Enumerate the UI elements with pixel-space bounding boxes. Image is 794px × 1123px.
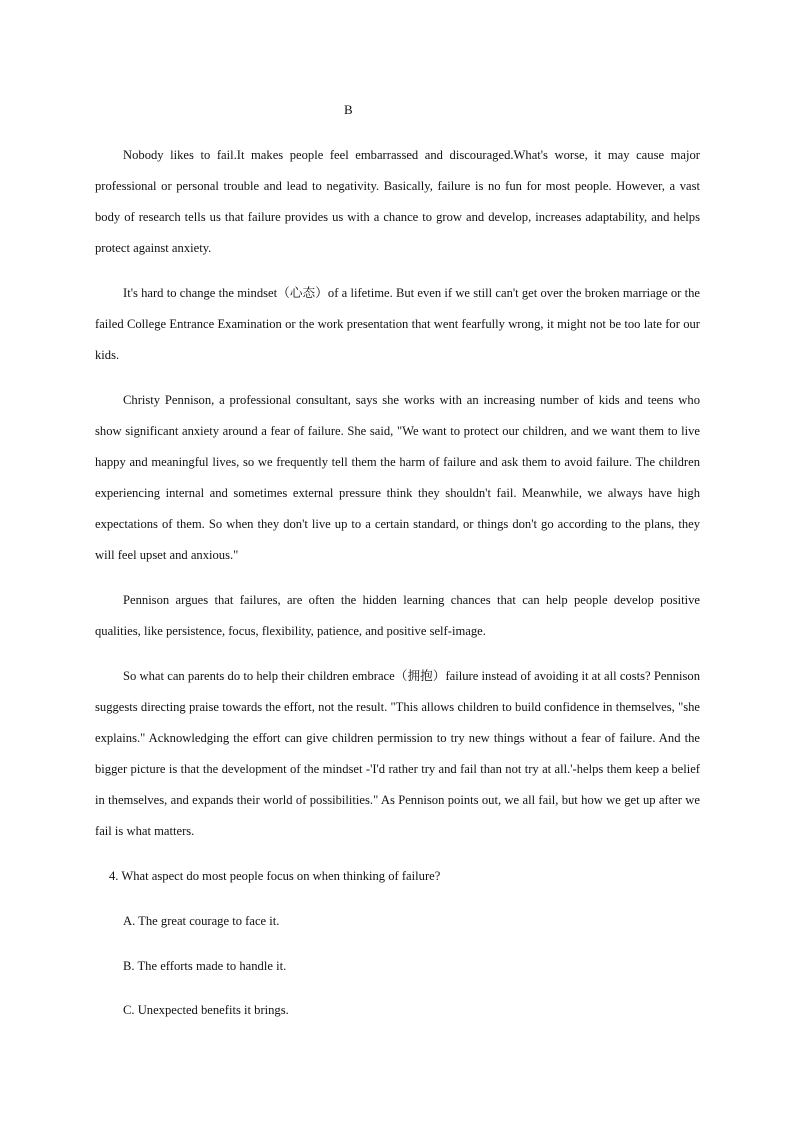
passage-paragraph-1: Nobody likes to fail.It makes people feel embarrassed and discouraged.What's worse, it may cause major professional or personal trouble and lead to negativity. Basically, failure is no fun for most people. However, a vast body of research tells us that failure provides us with a chance to grow and develop, increases adaptability, and helps protect against anxiety. (95, 148, 700, 255)
passage-paragraph-2: It's hard to change the mindset（心态）of a lifetime. But even if we still can't get over the broken marriage or the failed College Entrance Examination or the work presentation that went fearfully wrong, it might not be too late for our kids. (95, 286, 700, 362)
passage-paragraph-3: Christy Pennison, a professional consultant, says she works with an increasing number of kids and teens who show significant anxiety around a fear of failure. She said, "We want to protect our children, and we want them to live happy and meaningful lives, so we frequently tell them the harm of failure and ask them to avoid failure. The children experiencing internal and sometimes external pressure think they shouldn't fail. Meanwhile, we always have high expectations of them. So when they don't live up to a certain standard, or things don't go according to the plans, they will feel upset and anxious." (95, 393, 700, 562)
option-a: A. The great courage to face it. (123, 914, 280, 928)
option-b: B. The efforts made to handle it. (123, 959, 287, 973)
passage-paragraph-5: So what can parents do to help their children embrace（拥抱）failure instead of avoiding it at all costs? Pennison suggests directing praise towards the effort, not the result. "This allows children to build confidence in themselves, "she explains." Acknowledging the effort can give children permission to try new things without a fear of failure. And the bigger picture is that the development of the mindset -'I'd rather try and fail than not try at all.'-helps them keep a belief in themselves, and expands their world of possibilities." As Pennison points out, we all fail, but how we get up after we fail is what matters. (95, 669, 700, 838)
section-label: B (344, 102, 353, 117)
question-4: 4. What aspect do most people focus on when thinking of failure? (109, 869, 441, 883)
passage-paragraph-4: Pennison argues that failures, are often the hidden learning chances that can help people develop positive qualities, like persistence, focus, flexibility, patience, and positive self-image. (95, 593, 700, 638)
option-c: C. Unexpected benefits it brings. (123, 1003, 289, 1017)
